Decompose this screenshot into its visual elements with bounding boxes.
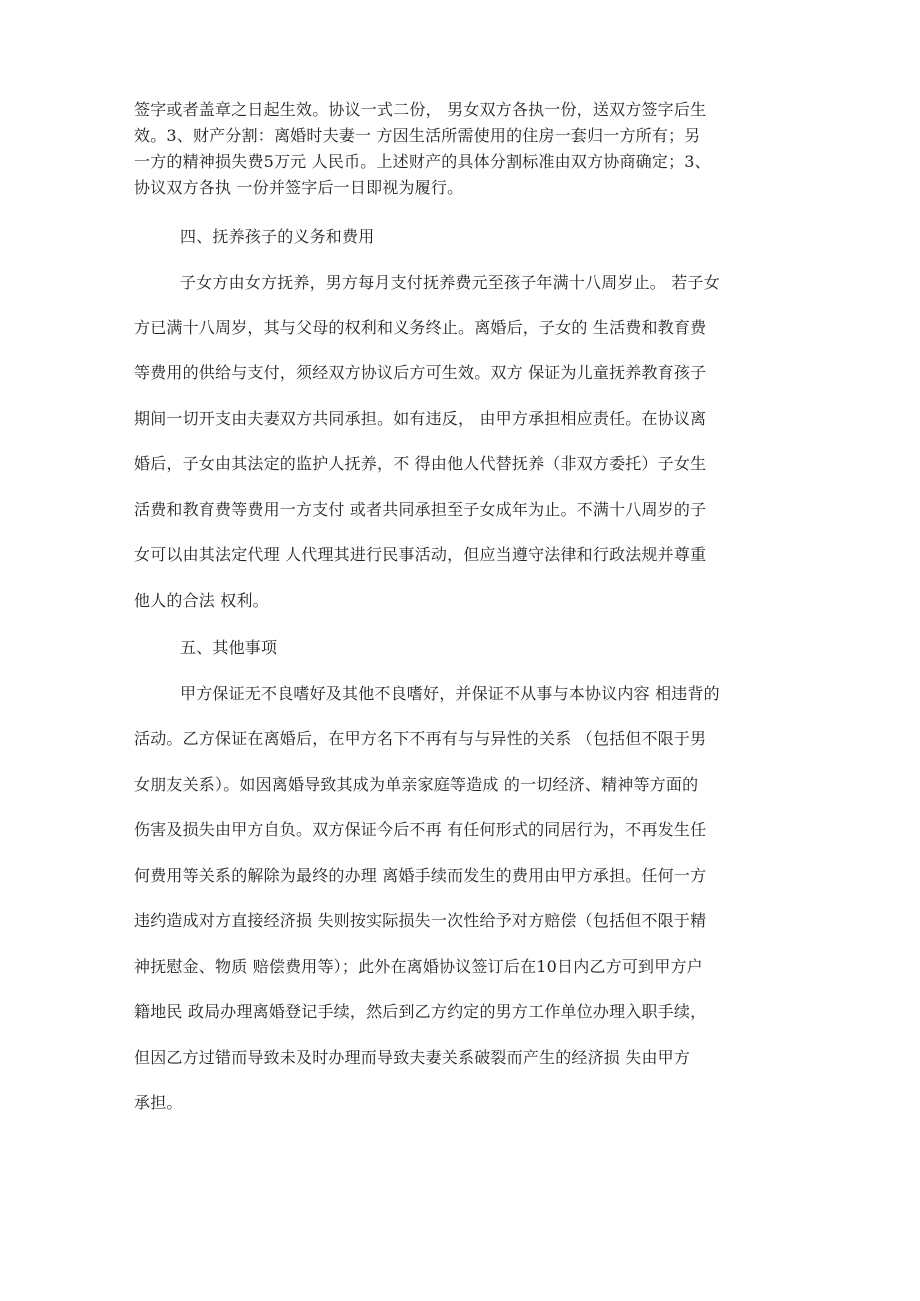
paragraph1-line-1: 签字或者盖章之日起生效。协议一式二份， 男女双方各执一份，送双方签字后生 xyxy=(134,100,707,119)
section4-line-3: 等费用的供给与支付，须经双方协议后方可生效。双方 保证为儿童抚养教育孩子 xyxy=(134,363,707,382)
section5-line-3: 女朋友关系）。如因离婚导致其成为单亲家庭等造成 的一切经济、精神等方面的 xyxy=(134,775,699,794)
section4-heading: 四、抚养孩子的义务和费用 xyxy=(180,227,375,246)
section4-line-2: 方已满十八周岁，其与父母的权利和义务终止。离婚后，子女的 生活费和教育费 xyxy=(134,318,707,337)
section4-line-7: 女可以由其法定代理 人代理其进行民事活动，但应当遵守法律和行政法规并尊重 xyxy=(134,545,707,564)
section5-line-8: 籍地民 政局办理离婚登记手续，然后到乙方约定的男方工作单位办理入职手续， xyxy=(134,1002,707,1021)
section4-line-4: 期间一切开支由夫妻双方共同承担。如有违反， 由甲方承担相应责任。在协议离 xyxy=(134,409,707,428)
paragraph1-line-2: 效。3、财产分割：离婚时夫妻一 方因生活所需使用的住房一套归一方所有；另 xyxy=(134,126,701,145)
section5-line-6: 违约造成对方直接经济损 失则按实际损失一次性给予对方赔偿（包括但不限于精 xyxy=(134,911,707,930)
section5-line-1: 甲方保证无不良嗜好及其他不良嗜好，并保证不从事与本协议内容 相违背的 xyxy=(180,684,720,703)
section5-line-2: 活动。乙方保证在离婚后，在甲方名下不再有与与异性的关系 （包括但不限于男 xyxy=(134,729,707,748)
section5-line-7: 神抚慰金、物质 赔偿费用等）；此外在离婚协议签订后在10日内乙方可到甲方户 xyxy=(134,957,703,976)
section5-line-5: 何费用等关系的解除为最终的办理 离婚手续而发生的费用由甲方承担。任何一方 xyxy=(134,866,707,885)
section4-line-6: 活费和教育费等费用一方支付 或者共同承担至子女成年为止。不满十八周岁的子 xyxy=(134,500,707,519)
section5-heading: 五、其他事项 xyxy=(180,638,278,657)
paragraph1-line-3: 一方的精神损失费5万元 人民币。上述财产的具体分割标准由双方协商确定；3、 xyxy=(134,152,711,171)
section5-line-4: 伤害及损失由甲方自负。双方保证今后不再 有任何形式的同居行为，不再发生任 xyxy=(134,820,707,839)
section4-line-5: 婚后，子女由其法定的监护人抚养，不 得由他人代替抚养（非双方委托）子女生 xyxy=(134,454,707,473)
section5-line-10: 承担。 xyxy=(134,1093,183,1112)
section4-line-1: 子女方由女方抚养，男方每月支付抚养费元至孩子年满十八周岁止。 若子女 xyxy=(180,273,720,292)
section4-line-8: 他人的合法 权利。 xyxy=(134,591,269,610)
paragraph1-line-4: 协议双方各执 一份并签字后一日即视为履行。 xyxy=(134,178,464,197)
section5-line-9: 但因乙方过错而导致未及时办理而导致夫妻关系破裂而产生的经济损 失由甲方 xyxy=(134,1048,691,1067)
